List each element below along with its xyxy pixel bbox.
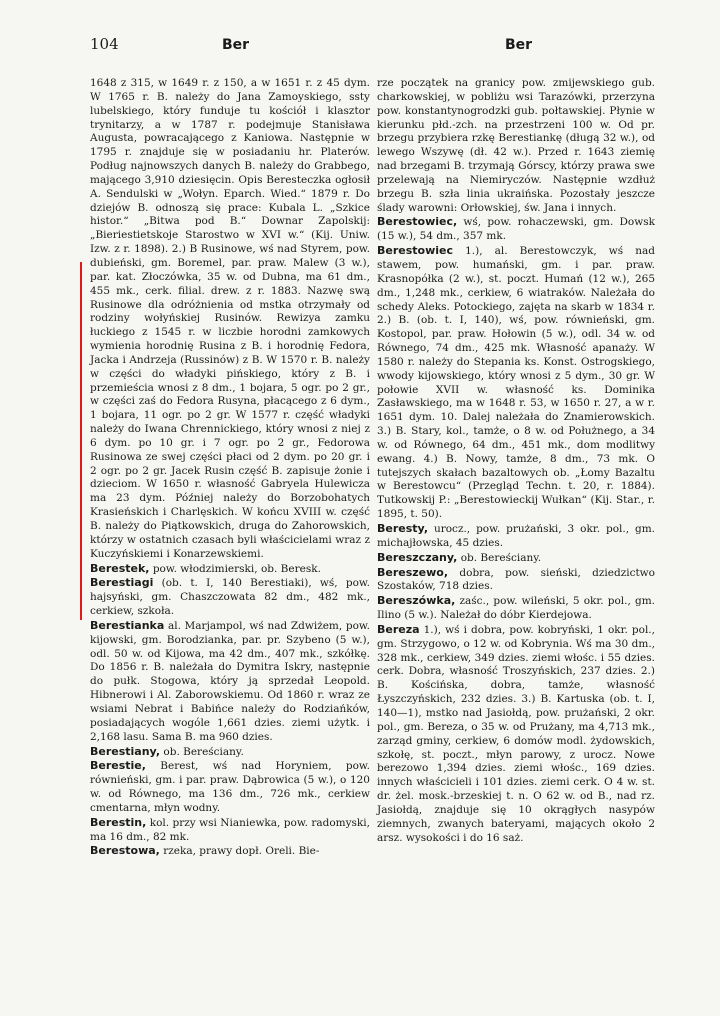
dictionary-entry: [377, 522, 655, 551]
dictionary-entry: [90, 816, 370, 845]
entry-text: rzeka, prawy dopł. Oreli. Bie-: [159, 845, 320, 858]
entry-text: kol. przy wsi Nianiewka, pow. radomyski, ma 16 dm., 82 mk.: [90, 816, 370, 843]
entry-text: urocz., pow. prużański, 3 okr. pol., gm. michajłowska, 45 dzies.: [377, 523, 655, 549]
entry-headword: Berestiagi: [90, 576, 154, 590]
dictionary-entry: [90, 76, 370, 562]
entry-headword: Berestek,: [90, 561, 150, 575]
entry-text: pow. włodzimierski, ob. Beresk.: [149, 562, 321, 575]
dictionary-entry: [90, 745, 370, 760]
entry-text: al. Marjampol, wś nad Zdwiżem, pow. kijowski, gm. Borodzianka, par. pr. Szybeno (5 w.), odl. 50 w. od Kijowa, ma 42 dm., 407 mk., szkółkę. Do 1856 r. B. należała do Dymitra Iskry, następnie do pułk. Stogowa, który ją sprzedał Leopold. Hibnerowi i Al. Zaborowskiemu. Od 1860 r. wraz ze wsiami Nebrat i Babińce należy do Rodziańków, posiadających wogóle 1,661 dzies. ziemi użytk. i 2,168 lasu. Sama B. ma 960 dzies.: [90, 619, 370, 743]
dictionary-entry: [90, 562, 370, 577]
entry-text: dobra, pow. sieński, dziedzictwo Szostaków, 718 dzies.: [377, 566, 655, 593]
entry-text: zaśc., pow. wileński, 5 okr. pol., gm. Ilino (5 w.). Należał do dóbr Kierdejowa.: [377, 595, 655, 622]
entry-text: 1648 z 315, w 1649 r. z 150, a w 1651 r. z 45 dym. W 1765 r. B. należy do Jana Zamoyskiego, ssty lubelskiego, który funduje tu kościół i klasztor trynitarzy, a w 1787 r. podejmuje Stanisława Augusta, powracającego z Kaniowa. Następnie w 1795 r. znajduje się w posiadaniu hr. Platerów. Podług najnowszych danych B. należy do Grabbego, mającego 3,910 dziesięcin. Opis Beresteczka ogłosił A. Sendulski w „Wołyn. Eparch. Wied.“ 1879 r. Do dziejów B. odnoszą się prace: Kubala L. „Szkice histor.“ „Bitwa pod B.“ Downar Zapolskij: „Bieriestietskoje Starostwo w XVI w.“ (Kij. Uniw. Izw. z r. 1898). 2.) B Rusinowe, wś nad Styrem, pow. dubieński, gm. Boremel, par. praw. Malew (3 w.), par. kat. Złoczówka, 35 w. od Dubna, ma 61 dm., 455 mk., cerk. filial. drew. z r. 1883. Nazwę swą Rusinowe dla odróżnienia od mstka otrzymały od rodziny wołyńskiej Rusinów. Rewizya zamku łuckiego z 1545 r. w liczbie horodni zamkowych wymienia horodnię Rusina z B. i horodnię Fedora, Jacka i Andrzeja (Russinów) z B. W 1570 r. B. należy w części do władyki pińskiego, który z B. i przemieścia wnosi z 8 dm., 1 bojara, 5 ogr. po 2 gr., w części zaś do Fedora Rusyna, płacącego z 6 dym., 1 bojara, 11 ogr. po 2 gr. W 1577 r. część władyki należy do Iwana Chrennickiego, który wnosi z niej z 6 dym. po 10 gr. i 7 ogr. po 2 gr., Fedorowa Rusinowa ze swej części płaci od 2 dym. po 20 gr. i 2 ogr. po 2 gr. Jacek Rusin część B. zapisuje żonie i dzieciom. W 1650 r. własność Gabryela Hulewicza ma 23 dym. Później należy do Borzobohatych Krasieńskich i Charlęskich. W końcu XVIII w. część B. należy do Piątkowskich, druga do Zahorowskich, którzy w ostatnich czasach byli właścicielami wraz z Kuczyńskiemi i Konarzewskiemi.: [90, 77, 370, 560]
dictionary-entry: [377, 76, 655, 215]
dictionary-entry: [377, 623, 655, 846]
entry-headword: Berestin,: [90, 815, 147, 829]
dictionary-entry: [90, 576, 370, 619]
entry-text: 1.), al. Berestowczyk, wś nad stawem, pow. humański, gm. i par. praw. Krasnopółka (2 w.), st. poczt. Humań (12 w.), 265 dm., 1,248 mk., cerkiew, 6 wiatraków. Należała do schedy Aleks. Potockiego, zajęta na skarb w 1834 r. 2.) B. (ob. t. I, 140), wś, pow. równieński, gm. Kostopol, par. praw. Hołowin (5 w.), odl. 34 w. od Równego, 74 dm., 425 mk. Własność apanaży. W 1580 r. należy do Stepania ks. Konst. Ostrogskiego, wwody kijowskiego, który wnosi z 5 dym., 30 gr. W połowie XVII w. własność ks. Dominika Zasławskiego, ma w 1648 r. 53, w 1650 r. 27, a w r. 1651 dym. 10. Dalej należała do Znamierowskich. 3.) B. Stary, kol., tamże, o 8 w. od Połużnego, a 34 w. od Równego, 64 dm., 451 mk., dom modlitwy ewang. 4.) B. Nowy, tamże, 8 dm., 73 mk. O tutejszych skałach bazaltowych ob. „Łomy Bazaltu w Berestowcu“ (Przegląd Techn. t. 20, r. 1884). Tutkowskij P.: „Berestowieckij Wułkan“ (Kij. Star., r. 1895, t. 50).: [377, 245, 655, 521]
entry-headword: Bereszówka,: [377, 594, 456, 608]
entry-text: wś, pow. rohaczewski, gm. Dowsk (15 w.), 54 dm., 357 mk.: [377, 216, 655, 243]
dictionary-entry: [90, 844, 370, 859]
page-number: 104: [90, 35, 119, 53]
entry-headword: Berestiany,: [90, 744, 161, 758]
running-header-right: Ber: [505, 37, 533, 53]
entry-headword: Berestianka: [90, 618, 165, 632]
entry-headword: Berestowa,: [90, 844, 160, 858]
dictionary-entry: [377, 244, 655, 522]
entry-headword: Berestowiec: [377, 244, 454, 258]
entry-text: ob. Bereściany.: [457, 551, 542, 564]
dictionary-entry: [377, 566, 655, 595]
entry-text: 1.), wś i dobra, pow. kobryński, 1 okr. pol., gm. Strzygowo, o 12 w. od Kobrynia. Wś ma 30 dm., 328 mk., cerkiew, 349 dzies. ziemi włośc. i 55 dzies. cerk. Dobra, własność Troszyńskich, 237 dzies. 2.) B. Kościńska, dobra, tamże, własność Łyszczyńskich, 232 dzies. 3.) B. Kartuska (ob. t. I, 140—1), mstko nad Jasiołdą, pow. prużański, 2 okr. pol., gm. Bereza, o 35 w. od Prużany, ma 4,713 mk., zarząd gminy, cerkiew, 6 domów modl. żydowskich, szkołę, st. poczt., młyn parowy, z urocz. Nowe berezowo 1,394 dzies. ziemi włośc., 169 dzies. innych właścicieli i 101 dzies. ziemi cerk. O 4 w. st. dr. żel. mosk.-brzeskiej t. n. O 62 w. od B., nad rz. Jasiołdą, znajduje się 10 okrągłych nasypów ziemnych, zwanych bateryami, mających około 2 arsz. wysokości i do 16 saż.: [377, 623, 655, 844]
red-margin-mark: [80, 262, 82, 620]
entry-text: rze początek na granicy pow. zmijewskiego gub. charkowskiej, w pobliżu wsi Tarazówki, przerzyna pow. konstantynogrodzki gub. połtawskiej. Płynie w kierunku płd.-zch. na przestrzeni 100 w. Od pr. brzegu przybiera rzkę Berestiankę (długą 32 w.), od lewego Wszywę (dł. 42 w.). Przed r. 1643 ziemię nad brzegami B. trzymają Górscy, którzy prawa swe przelewają na Niemiryczów. Następnie wzdłuż brzegu B. szła linia ukraińska. Pozostały jeszcze ślady warowni: Orłowskiej, św. Jana i innych.: [377, 77, 655, 214]
dictionary-entry: [377, 594, 655, 623]
entry-headword: Berestie,: [90, 759, 146, 773]
left-text-column: [90, 76, 370, 859]
running-header-left: Ber: [222, 37, 250, 53]
entry-headword: Berestowiec,: [377, 215, 458, 229]
entry-text: ob. Bereściany.: [160, 745, 244, 758]
dictionary-entry: [377, 551, 655, 566]
entry-text: Berest, wś nad Horyniem, pow. równieński, gm. i par. praw. Dąbrowica (5 w.), o 120 w. od Równego, ma 136 dm., 726 mk., cerkiew cmentarna, młyn wodny.: [90, 760, 370, 814]
dictionary-entry: [90, 619, 370, 745]
right-text-column: [377, 76, 655, 845]
entry-headword: Beresty,: [377, 522, 429, 535]
dictionary-entry: [90, 759, 370, 815]
entry-text: (ob. t. I, 140 Berestiaki), wś, pow. hajsyński, gm. Chaszczowata 82 dm., 482 mk., cerkiew, szkoła.: [90, 577, 370, 618]
entry-headword: Bereszczany,: [377, 550, 458, 564]
entry-headword: Bereszewo,: [377, 565, 449, 579]
entry-headword: Bereza: [377, 622, 420, 636]
dictionary-entry: [377, 215, 655, 244]
